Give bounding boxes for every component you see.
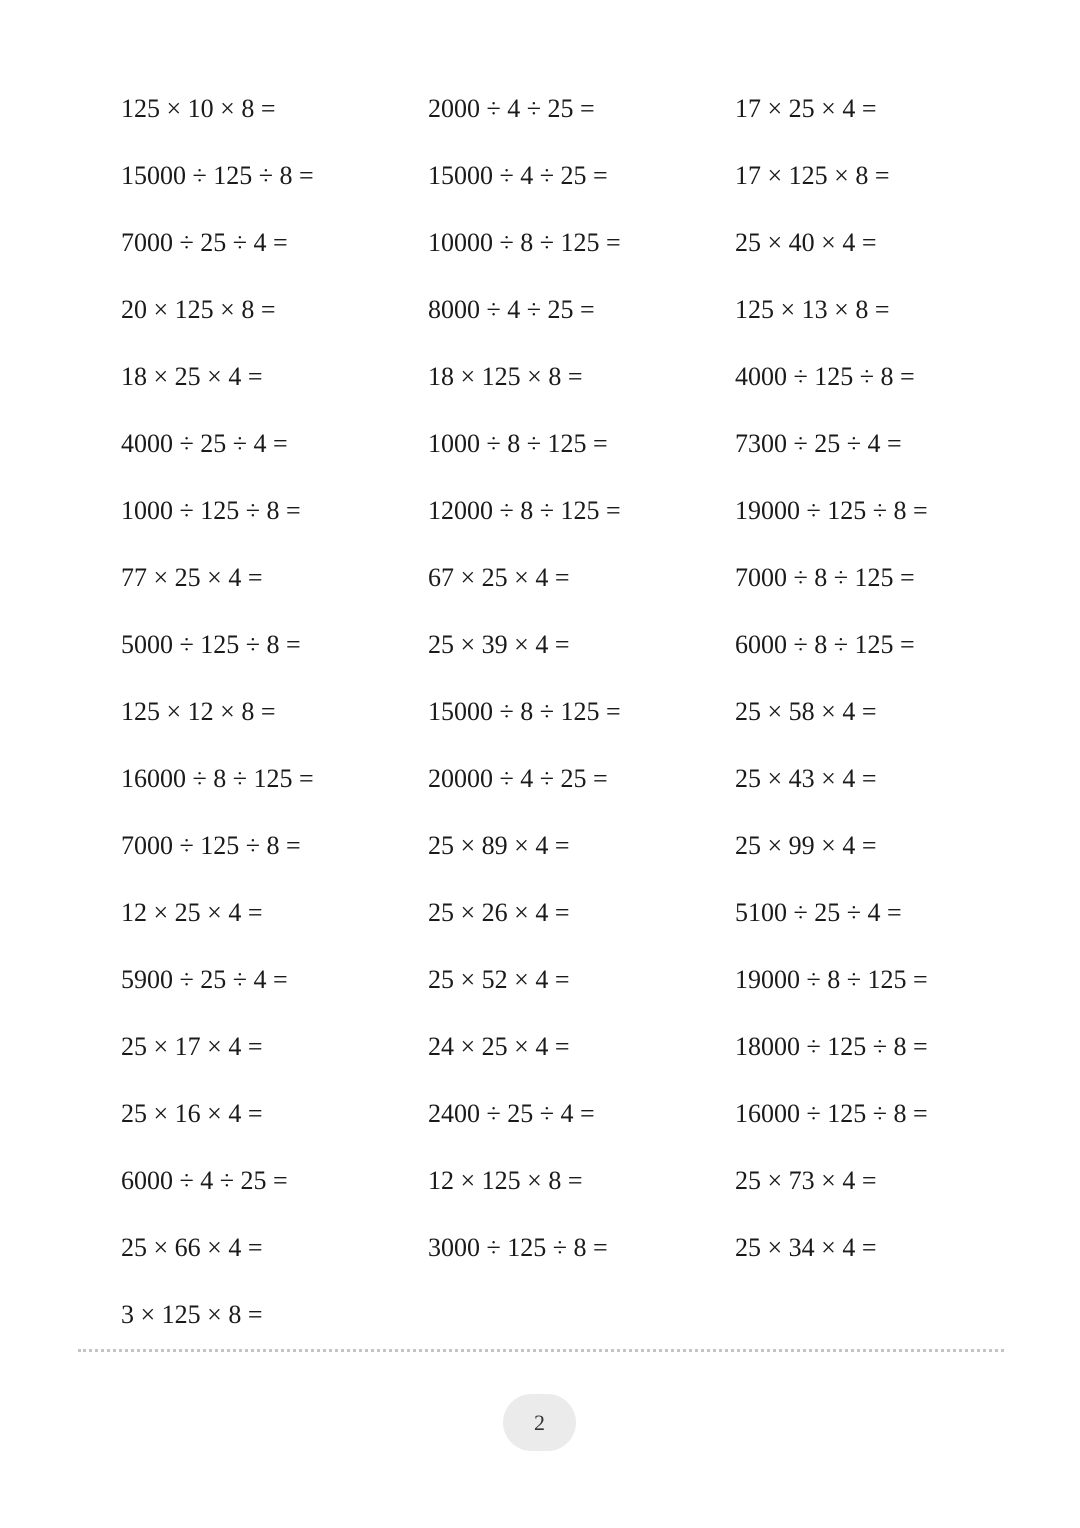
- math-problem: 25 × 43 × 4 =: [735, 764, 877, 793]
- math-problem: 7000 ÷ 125 ÷ 8 =: [121, 831, 301, 860]
- math-problem: 2000 ÷ 4 ÷ 25 =: [428, 94, 595, 123]
- math-problem: 125 × 10 × 8 =: [121, 94, 276, 123]
- dotted-divider: [78, 1349, 1004, 1352]
- math-problem: 5900 ÷ 25 ÷ 4 =: [121, 965, 288, 994]
- math-problem: 6000 ÷ 8 ÷ 125 =: [735, 630, 915, 659]
- math-problem: 24 × 25 × 4 =: [428, 1032, 570, 1061]
- math-problem: 19000 ÷ 125 ÷ 8 =: [735, 496, 928, 525]
- math-problem: 6000 ÷ 4 ÷ 25 =: [121, 1166, 288, 1195]
- math-problem: 15000 ÷ 125 ÷ 8 =: [121, 161, 314, 190]
- math-problem: 25 × 52 × 4 =: [428, 965, 570, 994]
- math-problem: 3000 ÷ 125 ÷ 8 =: [428, 1233, 608, 1262]
- math-problem: 10000 ÷ 8 ÷ 125 =: [428, 228, 621, 257]
- math-problem: 15000 ÷ 8 ÷ 125 =: [428, 697, 621, 726]
- math-problem: 16000 ÷ 125 ÷ 8 =: [735, 1099, 928, 1128]
- math-problem: 1000 ÷ 125 ÷ 8 =: [121, 496, 301, 525]
- math-problem: 25 × 16 × 4 =: [121, 1099, 263, 1128]
- math-problem: 25 × 40 × 4 =: [735, 228, 877, 257]
- page-number: 2: [534, 1409, 545, 1435]
- math-problem: 25 × 34 × 4 =: [735, 1233, 877, 1262]
- math-problem: 25 × 66 × 4 =: [121, 1233, 263, 1262]
- math-problem: 5000 ÷ 125 ÷ 8 =: [121, 630, 301, 659]
- math-problem: 17 × 125 × 8 =: [735, 161, 890, 190]
- math-problem: 2400 ÷ 25 ÷ 4 =: [428, 1099, 595, 1128]
- math-problem: 16000 ÷ 8 ÷ 125 =: [121, 764, 314, 793]
- math-problem: 20000 ÷ 4 ÷ 25 =: [428, 764, 608, 793]
- math-problem: 4000 ÷ 25 ÷ 4 =: [121, 429, 288, 458]
- math-problem: 4000 ÷ 125 ÷ 8 =: [735, 362, 915, 391]
- math-problem: 7300 ÷ 25 ÷ 4 =: [735, 429, 902, 458]
- math-problem: 25 × 89 × 4 =: [428, 831, 570, 860]
- math-problem: 18 × 125 × 8 =: [428, 362, 583, 391]
- math-problem: 15000 ÷ 4 ÷ 25 =: [428, 161, 608, 190]
- math-problem: 18 × 25 × 4 =: [121, 362, 263, 391]
- math-problem: 19000 ÷ 8 ÷ 125 =: [735, 965, 928, 994]
- math-problem: 12 × 125 × 8 =: [428, 1166, 583, 1195]
- math-problem: 25 × 99 × 4 =: [735, 831, 877, 860]
- math-problem: 25 × 39 × 4 =: [428, 630, 570, 659]
- math-problem: 5100 ÷ 25 ÷ 4 =: [735, 898, 902, 927]
- math-problem: 67 × 25 × 4 =: [428, 563, 570, 592]
- math-problem: 20 × 125 × 8 =: [121, 295, 276, 324]
- math-problem: 3 × 125 × 8 =: [121, 1300, 263, 1329]
- math-problem: 18000 ÷ 125 ÷ 8 =: [735, 1032, 928, 1061]
- math-problem: 25 × 17 × 4 =: [121, 1032, 263, 1061]
- math-problem: 25 × 26 × 4 =: [428, 898, 570, 927]
- math-problem: 125 × 12 × 8 =: [121, 697, 276, 726]
- math-problem: 25 × 73 × 4 =: [735, 1166, 877, 1195]
- page-number-badge: [503, 1394, 576, 1451]
- math-problem: 77 × 25 × 4 =: [121, 563, 263, 592]
- math-problem: 8000 ÷ 4 ÷ 25 =: [428, 295, 595, 324]
- math-problem: 12 × 25 × 4 =: [121, 898, 263, 927]
- math-problem: 1000 ÷ 8 ÷ 125 =: [428, 429, 608, 458]
- math-problem: 7000 ÷ 8 ÷ 125 =: [735, 563, 915, 592]
- math-problem: 125 × 13 × 8 =: [735, 295, 890, 324]
- math-problem: 17 × 25 × 4 =: [735, 94, 877, 123]
- math-problem: 7000 ÷ 25 ÷ 4 =: [121, 228, 288, 257]
- math-problem: 12000 ÷ 8 ÷ 125 =: [428, 496, 621, 525]
- math-problem: 25 × 58 × 4 =: [735, 697, 877, 726]
